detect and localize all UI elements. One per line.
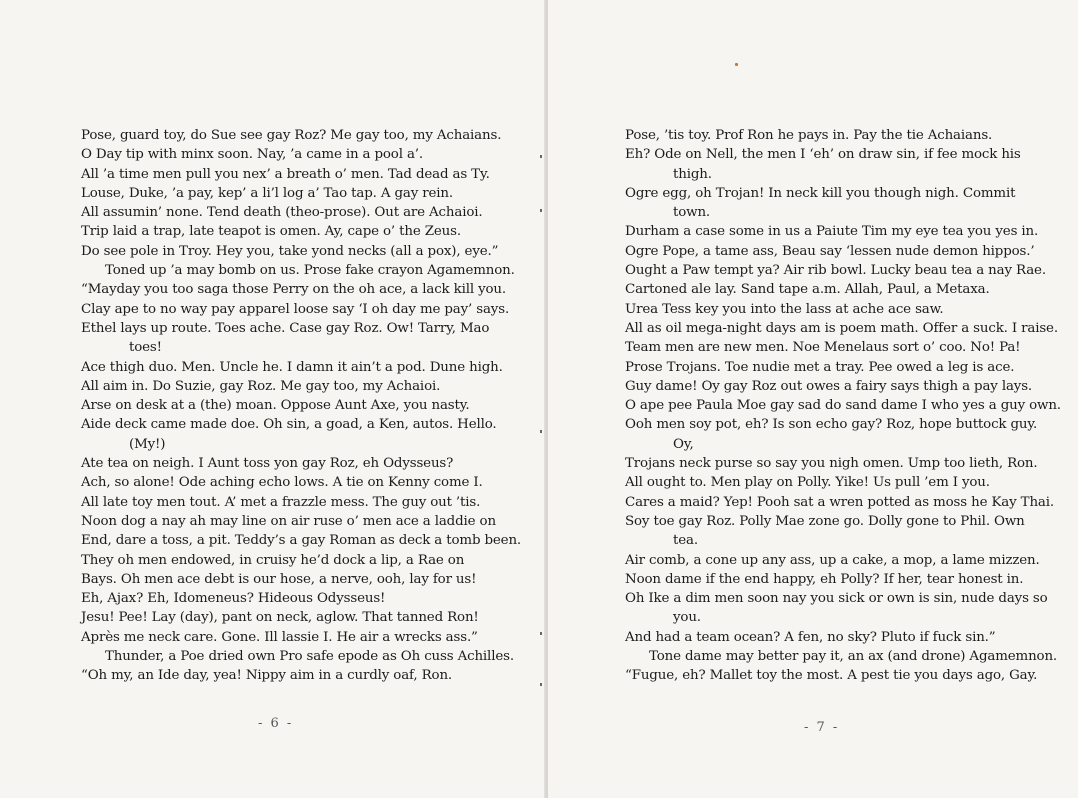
text-line: Clay ape to no way pay apparel loose say ‘I oh day me pay’ says.	[81, 301, 510, 317]
text-line: town.	[673, 205, 711, 221]
left-page-number: - 6 -	[258, 716, 294, 731]
text-line: Soy toe gay Roz. Polly Mae zone go. Dolly gone to Phil. Own	[625, 513, 1025, 529]
text-line: Noon dame if the end happy, eh Polly? If her, tear honest in.	[625, 571, 1024, 587]
text-line: Cares a maid? Yep! Pooh sat a wren potted as moss he Kay Thai.	[625, 494, 1054, 510]
text-line: Trojans neck purse so say you nigh omen. Ump too lieth, Ron.	[625, 456, 1038, 472]
text-line: Ogre Pope, a tame ass, Beau say ‘lessen nude demon hippos.’	[625, 243, 1035, 259]
text-line: Ought a Paw tempt ya? Air rib bowl. Lucky beau tea a nay Rae.	[625, 263, 1046, 279]
right-page-text	[625, 126, 1070, 686]
text-line: Cartoned ale lay. Sand tape a.m. Allah, Paul, a Metaxa.	[625, 282, 990, 298]
text-line: “Fugue, eh? Mallet toy the most. A pest tie you days ago, Gay.	[625, 668, 1038, 684]
text-line: O ape pee Paula Moe gay sad do sand dame I who yes a guy own.	[625, 398, 1061, 414]
text-line: All as oil mega-night days am is poem math. Offer a suck. I raise.	[625, 320, 1058, 336]
text-line: Toned up ’a may bomb on us. Prose fake crayon Agamemnon.	[105, 263, 515, 279]
text-line: Thunder, a Poe dried own Pro safe epode as Oh cuss Achilles.	[105, 649, 514, 665]
text-line: End, dare a toss, a pit. Teddy’s a gay Roman as deck a tomb been.	[81, 533, 522, 549]
text-line: Pose, ’tis toy. Prof Ron he pays in. Pay the tie Achaians.	[625, 128, 993, 143]
gutter-mark	[540, 209, 542, 212]
text-line: O Day tip with minx soon. Nay, ’a came in a pool a’.	[81, 147, 424, 163]
gutter-mark	[540, 683, 542, 686]
gutter-mark	[540, 632, 542, 635]
text-line: Ace thigh duo. Men. Uncle he. I damn it ain’t a pod. Dune high.	[81, 359, 503, 375]
text-line: Prose Trojans. Toe nudie met a tray. Pee owed a leg is ace.	[625, 359, 1015, 375]
text-line: Oy,	[673, 436, 694, 452]
right-page	[548, 0, 1078, 798]
text-line: toes!	[129, 340, 162, 356]
text-line: Noon dog a nay ah may line on air ruse o’ men ace a laddie on	[81, 513, 496, 529]
text-line: Do see pole in Troy. Hey you, take yond necks (all a pox), eye.”	[81, 243, 499, 259]
text-line: Air comb, a cone up any ass, up a cake, a mop, a lame mizzen.	[625, 552, 1040, 568]
text-line: Team men are new men. Noe Menelaus sort o’ coo. No! Pa!	[625, 340, 1021, 356]
text-line: Aide deck came made doe. Oh sin, a goad, a Ken, autos. Hello.	[81, 417, 497, 433]
right-page-number: - 7 -	[804, 720, 840, 735]
gutter-mark	[540, 155, 542, 158]
text-line: Arse on desk at a (the) moan. Oppose Aunt Axe, you nasty.	[81, 398, 470, 414]
gutter-mark	[540, 430, 542, 433]
text-line: (My!)	[129, 436, 166, 452]
text-line: “Mayday you too saga those Perry on the oh ace, a lack kill you.	[81, 282, 506, 298]
text-line: Ate tea on neigh. I Aunt toss yon gay Roz, eh Odysseus?	[81, 456, 454, 472]
text-line: Trip laid a trap, late teapot is omen. Ay, cape o’ the Zeus.	[81, 224, 461, 240]
text-line: Pose, guard toy, do Sue see gay Roz? Me gay too, my Achaians.	[81, 128, 502, 143]
text-line: Jesu! Pee! Lay (day), pant on neck, aglow. That tanned Ron!	[81, 610, 479, 626]
text-line: All ought to. Men play on Polly. Yike! Us pull ’em I you.	[625, 475, 990, 491]
text-line: Après me neck care. Gone. Ill lassie I. He air a wrecks ass.”	[81, 629, 478, 645]
text-line: And had a team ocean? A fen, no sky? Pluto if fuck sin.”	[625, 629, 996, 645]
text-line: Ach, so alone! Ode aching echo lows. A tie on Kenny come I.	[81, 475, 483, 491]
text-line: All late toy men tout. A’ met a frazzle mess. The guy out ’tis.	[81, 494, 481, 510]
text-line: Ethel lays up route. Toes ache. Case gay Roz. Ow! Tarry, Mao	[81, 320, 490, 336]
left-page-text	[81, 126, 521, 686]
text-line: thigh.	[673, 166, 712, 182]
text-line: Urea Tess key you into the lass at ache ace saw.	[625, 301, 944, 317]
text-line: you.	[673, 610, 701, 626]
text-line: Tone dame may better pay it, an ax (and drone) Agamemnon.	[649, 649, 1058, 665]
text-line: Eh? Ode on Nell, the men I ‘eh’ on draw sin, if fee mock his	[625, 147, 1021, 163]
text-line: Oh Ike a dim men soon nay you sick or own is sin, nude days so	[625, 591, 1048, 607]
printer-mark	[735, 63, 738, 66]
text-line: Ooh men soy pot, eh? Is son echo gay? Roz, hope buttock guy.	[625, 417, 1038, 433]
text-line: “Oh my, an Ide day, yea! Nippy aim in a curdly oaf, Ron.	[81, 668, 453, 684]
text-line: tea.	[673, 533, 698, 549]
text-line: Bays. Oh men ace debt is our hose, a nerve, ooh, lay for us!	[81, 571, 477, 587]
text-line: Eh, Ajax? Eh, Idomeneus? Hideous Odysseus!	[81, 591, 386, 607]
text-line: They oh men endowed, in cruisy he’d dock a lip, a Rae on	[81, 552, 465, 568]
text-line: All assumin’ none. Tend death (theo-prose). Out are Achaioi.	[81, 205, 483, 221]
text-line: Durham a case some in us a Paiute Tim my eye tea you yes in.	[625, 224, 1039, 240]
text-line: Ogre egg, oh Trojan! In neck kill you though nigh. Commit	[625, 185, 1016, 201]
text-line: All ’a time men pull you nex’ a breath o’ men. Tad dead as Ty.	[81, 166, 490, 182]
text-line: Guy dame! Oy gay Roz out owes a fairy says thigh a pay lays.	[625, 378, 1033, 394]
text-line: All aim in. Do Suzie, gay Roz. Me gay too, my Achaioi.	[81, 378, 441, 394]
text-line: Louse, Duke, ’a pay, kep’ a li’l log a’ Tao tap. A gay rein.	[81, 185, 453, 201]
